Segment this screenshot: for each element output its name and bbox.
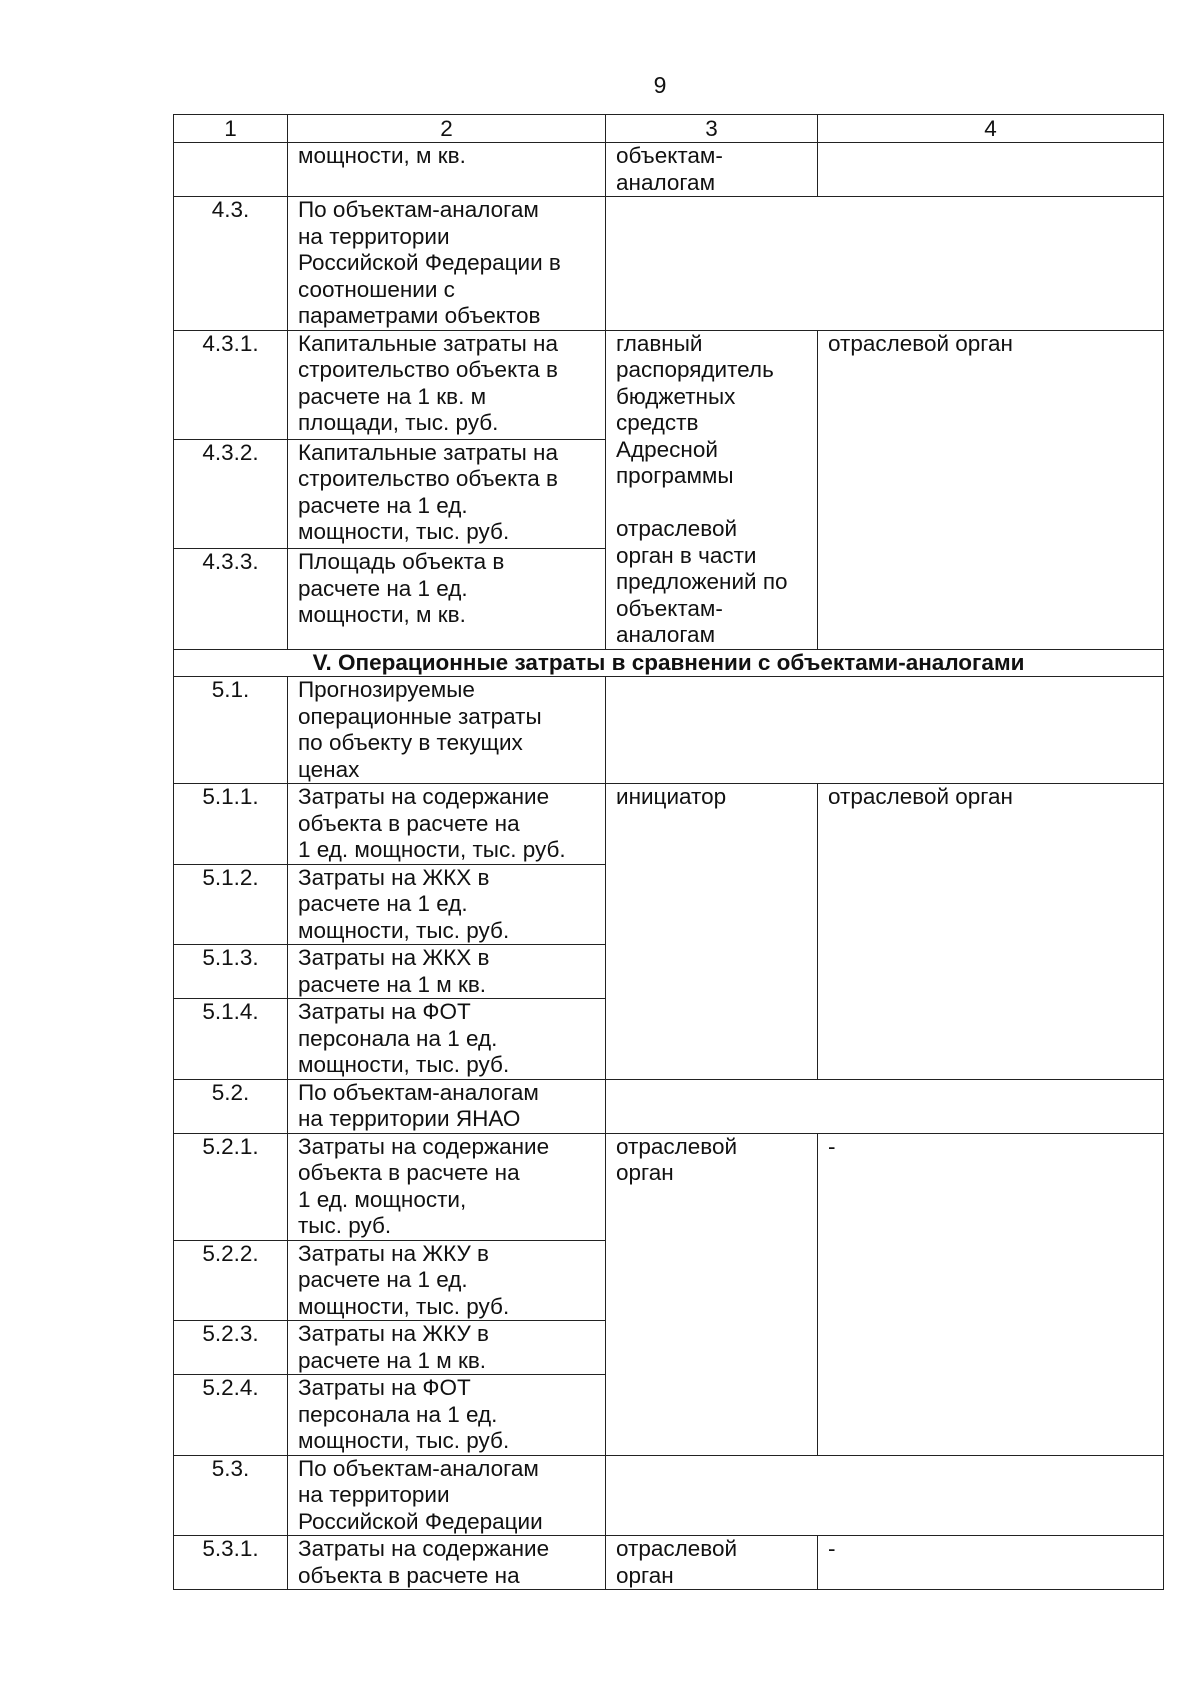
indicator-cell: Капитальные затраты на строительство объекта в расчете на 1 ед. мощности, тыс. руб. [288, 439, 606, 548]
header-cell-3: 3 [606, 115, 818, 143]
indicator-cell: Затраты на содержание объекта в расчете на 1 ед. мощности, тыс. руб. [288, 1133, 606, 1240]
indicators-table [173, 114, 1164, 1590]
row-number-cell: 5.1.2. [174, 864, 288, 945]
approver-cell [818, 143, 1164, 197]
row-number-cell: 5.1.3. [174, 945, 288, 999]
row-number-cell: 4.3. [174, 197, 288, 331]
table-row [174, 197, 1164, 331]
row-number-cell: 4.3.3. [174, 549, 288, 649]
indicator-cell: Затраты на ЖКХ в расчете на 1 ед. мощности, тыс. руб. [288, 864, 606, 945]
empty-merged-cell [606, 677, 1164, 784]
row-number-cell: 4.3.1. [174, 330, 288, 439]
indicator-cell: По объектам-аналогам на территории Российской Федерации [288, 1455, 606, 1536]
indicator-cell: Затраты на ЖКУ в расчете на 1 ед. мощности, тыс. руб. [288, 1240, 606, 1321]
table-row [174, 143, 1164, 197]
indicator-cell: Затраты на содержание объекта в расчете на [288, 1536, 606, 1590]
responsible-cell: отраслевой орган [606, 1133, 818, 1455]
table-row [174, 1079, 1164, 1133]
indicator-cell: Затраты на содержание объекта в расчете на 1 ед. мощности, тыс. руб. [288, 784, 606, 865]
indicator-cell: По объектам-аналогам на территории Российской Федерации в соотношении с параметрами объектов [288, 197, 606, 331]
row-number-cell: 5.3.1. [174, 1536, 288, 1590]
empty-merged-cell [606, 197, 1164, 331]
section-row [174, 649, 1164, 677]
header-cell-1: 1 [174, 115, 288, 143]
table-row [174, 1133, 1164, 1240]
indicator-cell: Затраты на ФОТ персонала на 1 ед. мощности, тыс. руб. [288, 1375, 606, 1456]
header-cell-4: 4 [818, 115, 1164, 143]
row-number-cell: 5.1. [174, 677, 288, 784]
table-row [174, 1455, 1164, 1536]
indicator-cell: По объектам-аналогам на территории ЯНАО [288, 1079, 606, 1133]
table-header-row [174, 115, 1164, 143]
responsible-cell: главный распорядитель бюджетных средств Адресной программы отраслевой орган в части предложений по объектам- аналогам [606, 330, 818, 649]
approver-cell: отраслевой орган [818, 784, 1164, 1080]
table-row [174, 677, 1164, 784]
approver-cell: отраслевой орган [818, 330, 1164, 649]
empty-merged-cell [606, 1079, 1164, 1133]
row-number-cell [174, 143, 288, 197]
approver-cell: - [818, 1133, 1164, 1455]
empty-merged-cell [606, 1455, 1164, 1536]
table-row [174, 784, 1164, 865]
indicator-cell: мощности, м кв. [288, 143, 606, 197]
row-number-cell: 5.1.4. [174, 999, 288, 1080]
table-row [174, 1536, 1164, 1590]
indicator-cell: Прогнозируемые операционные затраты по объекту в текущих ценах [288, 677, 606, 784]
row-number-cell: 5.1.1. [174, 784, 288, 865]
section-heading: V. Операционные затраты в сравнении с объектами-аналогами [174, 649, 1164, 677]
row-number-cell: 5.2.2. [174, 1240, 288, 1321]
row-number-cell: 5.3. [174, 1455, 288, 1536]
header-cell-2: 2 [288, 115, 606, 143]
indicator-cell: Капитальные затраты на строительство объекта в расчете на 1 кв. м площади, тыс. руб. [288, 330, 606, 439]
table-row [174, 330, 1164, 439]
responsible-cell: объектам- аналогам [606, 143, 818, 197]
indicator-cell: Площадь объекта в расчете на 1 ед. мощности, м кв. [288, 549, 606, 649]
row-number-cell: 4.3.2. [174, 439, 288, 548]
row-number-cell: 5.2. [174, 1079, 288, 1133]
indicator-cell: Затраты на ЖКУ в расчете на 1 м кв. [288, 1321, 606, 1375]
indicator-cell: Затраты на ФОТ персонала на 1 ед. мощности, тыс. руб. [288, 999, 606, 1080]
row-number-cell: 5.2.4. [174, 1375, 288, 1456]
responsible-cell: отраслевой орган [606, 1536, 818, 1590]
row-number-cell: 5.2.1. [174, 1133, 288, 1240]
responsible-cell: инициатор [606, 784, 818, 1080]
page-number: 9 [653, 72, 667, 98]
indicator-cell: Затраты на ЖКХ в расчете на 1 м кв. [288, 945, 606, 999]
approver-cell: - [818, 1536, 1164, 1590]
row-number-cell: 5.2.3. [174, 1321, 288, 1375]
